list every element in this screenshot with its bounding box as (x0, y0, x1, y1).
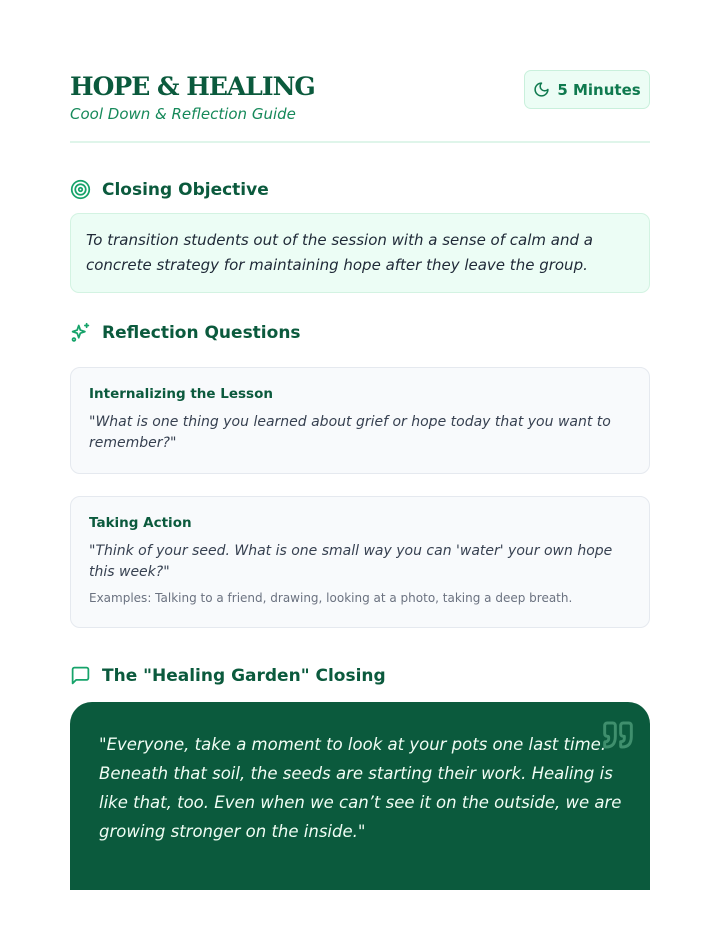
reflection-card (70, 496, 650, 628)
reflection-card (70, 367, 650, 474)
sparkles-icon (70, 322, 91, 343)
header (70, 68, 650, 142)
card-title: Internalizing the Lesson (89, 386, 273, 402)
brand-title: HOPE & HEALING (70, 72, 315, 101)
closing-heading: The "Healing Garden" Closing (102, 665, 386, 686)
card-question: "Think of your seed. What is one small way you can 'water' your own hope this week?" (89, 543, 613, 580)
closing-quote-text: "Everyone, take a moment to look at your pots one last time. Beneath that soil, the seeds are starting their work. Healing is like that, too. Even when we can’t see it on the outside, we are growing stronger on the inside." (99, 735, 622, 841)
card-examples: Examples: Talking to a friend, drawing, looking at a photo, taking a deep breath. (89, 591, 573, 605)
message-square-icon (70, 665, 91, 686)
card-title: Taking Action (89, 515, 192, 531)
moon-icon (533, 81, 550, 98)
objective-box: To transition students out of the session with a sense of calm and a concrete strategy for maintaining hope after they leave the group. (70, 213, 650, 293)
reflection-heading-row (70, 322, 301, 343)
header-divider (70, 141, 650, 143)
card-question: "What is one thing you learned about grief or hope today that you want to remember?" (89, 414, 611, 451)
reflection-heading: Reflection Questions (102, 322, 301, 343)
brand-subtitle: Cool Down & Reflection Guide (70, 105, 296, 123)
objective-heading: Closing Objective (102, 179, 269, 200)
duration-badge (524, 70, 650, 109)
duration-label: 5 Minutes (557, 80, 641, 99)
closing-heading-row (70, 665, 386, 686)
quote-icon (602, 719, 634, 755)
closing-quote-panel (70, 702, 650, 890)
objective-heading-row (70, 179, 269, 200)
target-icon (70, 179, 91, 200)
